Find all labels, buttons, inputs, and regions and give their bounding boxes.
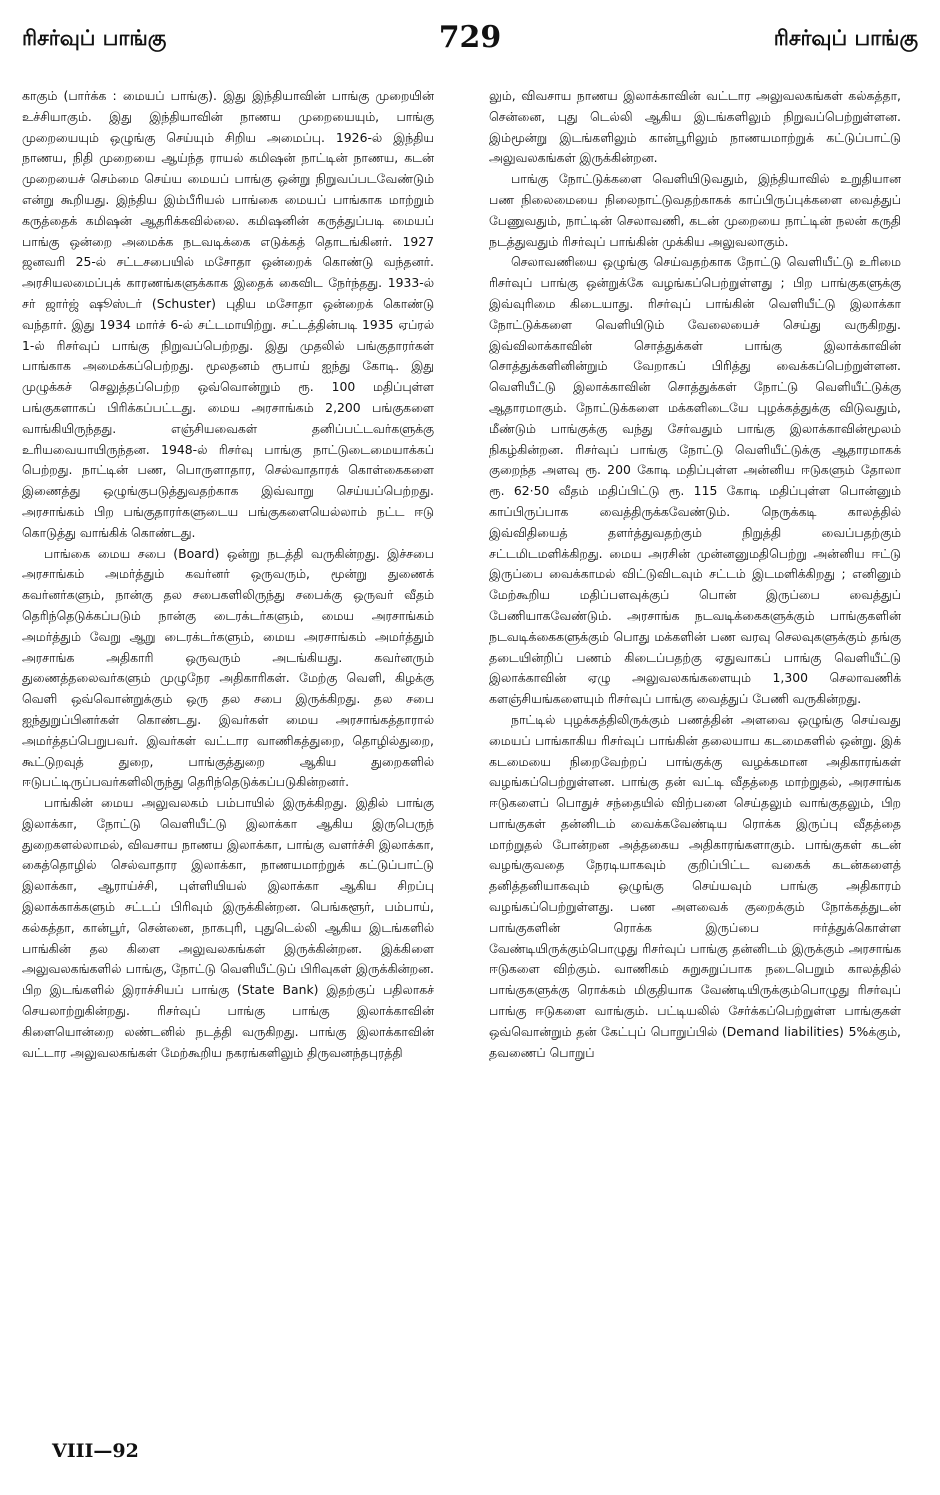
paragraph-board: பாங்கை மைய சபை (Board) ஒன்று நடத்தி வருகின்றது. இச்சபை அரசாங்கம் அமர்த்தும் கவர்னர் ஒருவரும், மூன்று துணைக் கவர்னர்களும், நான்கு தல சபைகளிலிருந்து சபைக்கு ஒருவர் வீதம் தெரிந்தெடுக்கப்படும் நான்கு டைரக்டர்களும், மைய அரசாங்கம் அமர்த்தும் வேறு ஆறு டைரக்டர்களும், மைய அரசாங்கம் அமர்த்தும் அரசாங்க அதிகாரி ஒருவரும் அடங்கியது. கவர்னரும் துணைத்தலைவர்களும் முழுநேர அதிகாரிகள். மேற்கு வெளி, கிழக்கு வெளி ஒவ்வொன்றுக்கும் ஒரு தல சபை இருக்கிறது. தல சபை ஐந்துறுப்பினர்கள் கொண்டது. இவர்கள் மைய அரசாங்கத்தாரால் அமர்த்தப்பெறுபவர். இவர்கள் வட்டார வாணிகத்துறை, தொழில்துறை, கூட்டுறவுத் துறை, பாங்குத்துறை ஆகிய துறைகளில் ஈடுபட்டிருப்பவர்களிலிருந்து தெரிந்தெடுக்கப்படுகின்றனர். (22, 545, 434, 790)
page-number: 729 (438, 20, 502, 55)
left-column (22, 86, 434, 1063)
paragraph-functions: பாங்கு நோட்டுக்களை வெளியிடுவதும், இந்தியாவில் உறுதியான பண நிலைமையை நிலைநாட்டுவதற்காகக் காப்பிருப்புக்களை வைத்துப் பேணுவதும், நாட்டின் செலாவணி, கடன் முறையை நாட்டின் நலன் கருதி நடத்துவதும் ரிசர்வுப் பாங்கின் முக்கிய அலுவலாகும். (489, 171, 901, 249)
running-title-left: ரிசர்வுப் பாங்கு (22, 26, 167, 50)
page-header (22, 20, 918, 56)
paragraph-credit-control: நாட்டில் புழக்கத்திலிருக்கும் பணத்தின் அளவை ஒழுங்கு செய்வது மையப் பாங்காகிய ரிசர்வுப் பாங்கின் தலையாய கடமைகளில் ஒன்று. இக் கடமையை நிறைவேற்றப் பாங்குக்கு வழக்கமான அதிகாரங்கள் வழங்கப்பெற்றுள்ளன. பாங்கு தன் வட்டி வீதத்தை மாற்றுதல், அரசாங்க ஈடுகளைப் பொதுச் சந்தையில் விற்பனை செய்தலும் வாங்குதலும், பிற பாங்குகள் தன்னிடம் வைக்கவேண்டிய ரொக்க இருப்பு வீதத்தை மாற்றுதல் போன்றன அத்தகைய அதிகாரங்களாகும். பாங்குகள் கடன் வழங்குவதை நேரடியாகவும் குறிப்பிட்ட வகைக் கடன்களைத் தனித்தனியாகவும் ஒழுங்கு செய்யவும் பாங்கு அதிகாரம் வழங்கப்பெற்றுள்ளது. பண அளவைக் குறைக்கும் நோக்கத்துடன் பாங்குகளின் ரொக்க இருப்பை ஈர்த்துக்கொள்ள வேண்டியிருக்கும்பொழுது ரிசர்வுப் பாங்கு தன்னிடம் இருக்கும் அரசாங்க ஈடுகளை விற்கும். வாணிகம் சுறுசுறுப்பாக நடைபெறும் காலத்தில் பாங்குகளுக்கு ரொக்கம் மிகுதியாக வேண்டியிருக்கும்பொழுது ரிசர்வுப் பாங்கு ஈடுகளை வாங்கும். பட்டியலில் சேர்க்கப்பெற்றுள்ள பாங்குகள் ஒவ்வொன்றும் தன் கேட்புப் பொறுப்பில் (Demand liabilities) 5%க்கும், தவணைப் பொறுப் (489, 711, 901, 1060)
paragraph-history: காகும் (பார்க்க : மையப் பாங்கு). இது இந்தியாவின் பாங்கு முறையின் உச்சியாகும். இது இந்தியாவின் நாணய முறையையும், பாங்கு முறையையும் ஒழுங்கு செய்யும் சிறிய அமைப்பு. 1926-ல் இந்திய நாணய, நிதி முறையை ஆய்ந்த ராயல் கமிஷன் நாட்டின் நாணய, கடன் முறையைச் செம்மை செய்ய மையப் பாங்கு ஒன்று நிறுவப்படவேண்டும் என்று கூறியது. இந்திய இம்பீரியல் பாங்கை மையப் பாங்காக மாற்றும் கருத்தைக் கமிஷன் ஆதரிக்கவில்லை. கமிஷனின் கருத்துப்படி மையப் பாங்கு ஒன்றை அமைக்க நடவடிக்கை எடுக்கத் தொடங்கினர். 1927 ஜனவரி 25-ல் சட்டசபையில் மசோதா ஒன்றைக் கொண்டு வந்தனர். அரசியலமைப்புக் காரணங்களுக்காக இதைக் கைவிட நேர்ந்தது. 1933-ல் சர் ஜார்ஜ் ஷூஸ்டர் (Schuster) புதிய மசோதா ஒன்றைக் கொண்டு வந்தார். இது 1934 மார்ச் 6-ல் சட்டமாயிற்று. சட்டத்தின்படி 1935 ஏப்ரல் 1-ல் ரிசர்வுப் பாங்கு நிறுவப்பெற்றது. இது முதலில் பங்குதாரர்கள் பாங்காக அமைக்கப்பெற்றது. மூலதனம் ரூபாய் ஐந்து கோடி. இது முழுக்கச் செலுத்தப்பெற்ற ஒவ்வொன்றும் ரூ. 100 மதிப்புள்ள பங்குகளாகப் பிரிக்கப்பட்டது. மைய அரசாங்கம் 2,200 பங்குகளை வாங்கியிருந்தது. எஞ்சியவைகள் தனிப்பட்டவர்களுக்கு உரியவையாயிருந்தன. 1948-ல் ரிசர்வு பாங்கு நாட்டுடைமையாக்கப் பெற்றது. நாட்டின் பண, பொருளாதார, செல்வாதாரக் கொள்கைகளை இணைத்து ஒழுங்குபடுத்துவதற்காக இவ்வாறு செய்யப்பெற்றது. அரசாங்கம் பிற பங்குதாரர்களுடைய பங்குகளையெல்லாம் நட்ட ஈடு கொடுத்து வாங்கிக் கொண்டது. (22, 88, 434, 540)
paragraph-note-issue: செலாவணியை ஒழுங்கு செய்வதற்காக நோட்டு வெளியீட்டு உரிமை ரிசர்வுப் பாங்கு ஒன்றுக்கே வழங்கப்பெற்றுள்ளது ; பிற பாங்குகளுக்கு இவ்வுரிமை கிடையாது. ரிசர்வுப் பாங்கின் வெளியீட்டு இலாக்கா நோட்டுக்களை வெளியிடும் வேலையைச் செய்து வருகிறது. இவ்விலாக்காவின் சொத்துக்கள் பாங்கு இலாக்காவின் சொத்துக்களினின்றும் வேறாகப் பிரித்து வைக்கப்பெற்றுள்ளன. வெளியீட்டு இலாக்காவின் சொத்துக்கள் நோட்டு வெளியீட்டுக்கு ஆதாரமாகும். நோட்டுக்களை மக்களிடையே புழக்கத்துக்கு விடுவதும், மீண்டும் பாங்குக்கு வந்து சேர்வதும் பாங்கு இலாக்காவின்மூலம் நிகழ்கின்றன. ரிசர்வுப் பாங்கு நோட்டு வெளியீட்டுக்கு ஆதாரமாகக் குறைந்த அளவு ரூ. 200 கோடி மதிப்புள்ள அன்னிய ஈடுகளும் தோலா ரூ. 62·50 வீதம் மதிப்பிட்டு ரூ. 115 கோடி மதிப்புள்ள பொன்னும் காப்பிருப்பாக வைத்திருக்கவேண்டும். நெருக்கடி காலத்தில் இவ்விதியைத் தளர்த்துவதற்கும் நிறுத்தி வைப்பதற்கும் சட்டமிடமளிக்கிறது. மைய அரசின் முன்னனுமதிபெற்று அன்னிய ஈட்டு இருப்பை வைக்காமல் விட்டுவிடவும் சட்டம் இடமளிக்கிறது ; எனினும் மேற்கூறிய மதிப்பளவுக்குப் பொன் இருப்பை வைத்துப் பேணியாகவேண்டும். அரசாங்க நடவடிக்கைகளுக்கும் பாங்குகளின் நடவடிக்கைகளுக்கும் பொது மக்களின் பண வரவு செலவுகளுக்கும் தங்கு தடையின்றிப் பணம் கிடைப்பதற்கு ஏதுவாகப் பாங்கு வெளியீட்டு இலாக்காவின் ஏழு அலுவலகங்களையும் 1,300 செலாவணிக் களஞ்சியங்களையும் ரிசர்வுப் பாங்கு வைத்துப் பேணி வருகின்றது. (489, 254, 901, 707)
paragraph-regional-offices: லும், விவசாய நாணய இலாக்காவின் வட்டார அலுவலகங்கள் கல்கத்தா, சென்னை, புது டெல்லி ஆகிய இடங்களிலும் நிறுவப்பெற்றுள்ளன. இம்மூன்று இடங்களிலும் கான்பூரிலும் நாணயமாற்றுக் கட்டுப்பாட்டு அலுவலகங்கள் இருக்கின்றன. (489, 88, 901, 166)
signature-mark: VIII—92 (52, 1440, 139, 1462)
right-column (489, 86, 901, 1063)
running-title-right: ரிசர்வுப் பாங்கு (773, 26, 918, 50)
paragraph-offices: பாங்கின் மைய அலுவலகம் பம்பாயில் இருக்கிறது. இதில் பாங்கு இலாக்கா, நோட்டு வெளியீட்டு இலாக்கா ஆகிய இருபெருந் துறைகளல்லாமல், விவசாய நாணய இலாக்கா, பாங்கு வளர்ச்சி இலாக்கா, கைத்தொழில் செல்வாதார இலாக்கா, நாணயமாற்றுக் கட்டுப்பாட்டு இலாக்கா, ஆராய்ச்சி, புள்ளியியல் இலாக்கா ஆகிய சிறப்பு இலாக்காக்களும் சட்டப் பிரிவும் இருக்கின்றன. பெங்களூர், பம்பாய், கல்கத்தா, கான்பூர், சென்னை, நாகபுரி, புதுடெல்லி ஆகிய இடங்களில் பாங்கின் தல கிளை அலுவலகங்கள் இருக்கின்றன. இக்கிளை அலுவலகங்களில் பாங்கு, நோட்டு வெளியீட்டுப் பிரிவுகள் இருக்கின்றன. பிற இடங்களில் இராச்சியப் பாங்கு (State Bank) இதற்குப் பதிலாகச் செயலாற்றுகின்றது. ரிசர்வுப் பாங்கு பாங்கு இலாக்காவின் கிளையொன்றை லண்டனில் நடத்தி வருகிறது. பாங்கு இலாக்காவின் வட்டார அலுவலகங்கள் மேற்கூறிய நகரங்களிலும் திருவனந்தபுரத்தி (22, 795, 434, 1060)
